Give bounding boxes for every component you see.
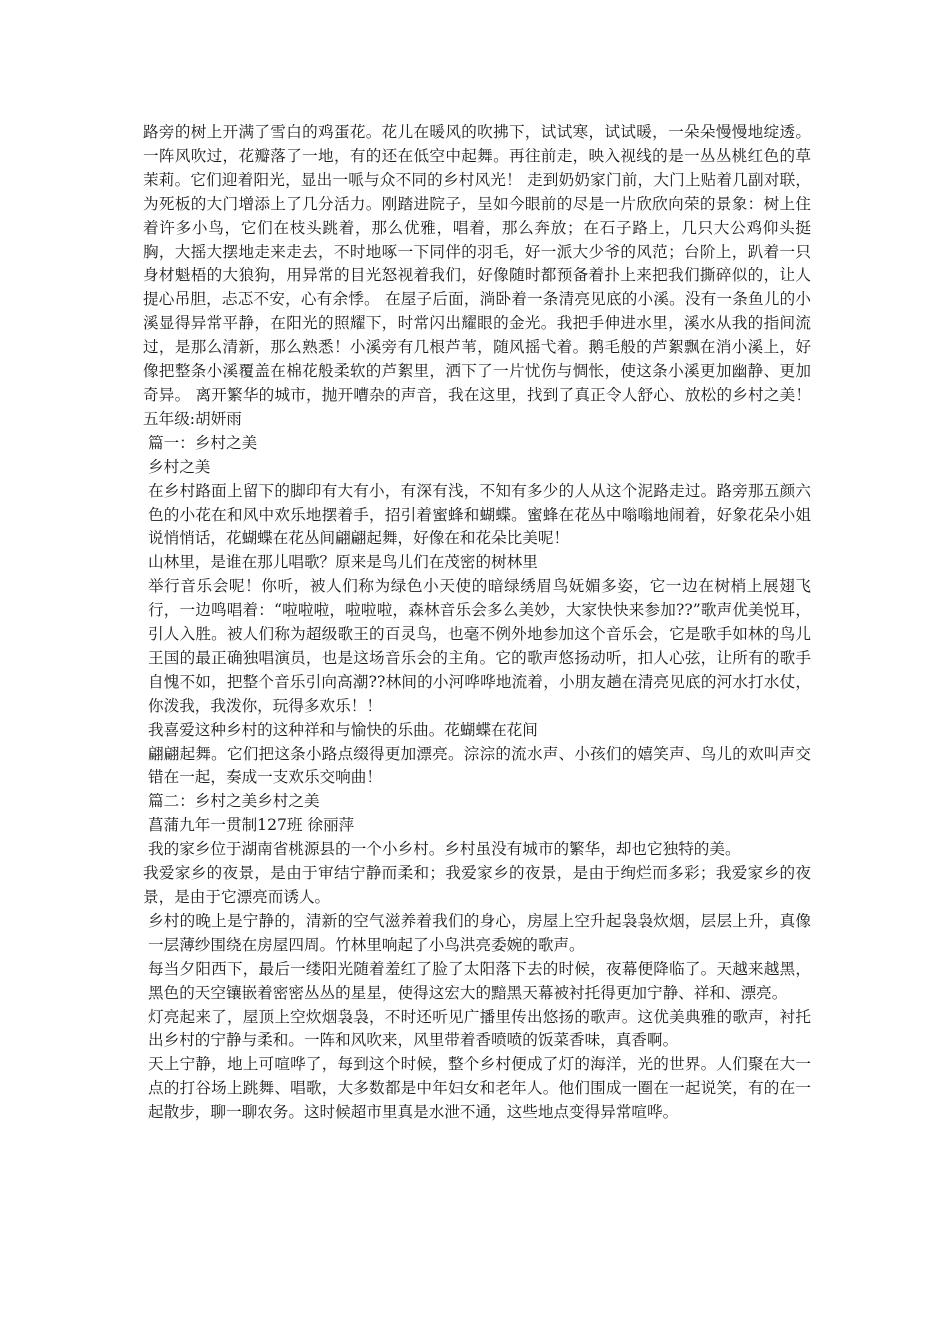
author-line: 菖蒲九年一贯制127班 徐丽萍 (148, 816, 355, 835)
paragraph: 我的家乡位于湖南省桃源县的一个小乡村。乡村虽没有城市的繁华，却也它独特的美。 (148, 840, 741, 859)
paragraph: 每当夕阳西下，最后一缕阳光随着羞红了脸了太阳落下去的时候，夜幕便降临了。天越来越黑，黑色的天空镶嵌着密密丛丛的星星，使得这宏大的黯黑天幕被衬托得更加宁静、祥和、漂亮。 (148, 959, 811, 1002)
paragraph: 翩翩起舞。它们把这条小路点缀得更加漂亮。淙淙的流水声、小孩们的嬉笑声、鸟儿的欢叫声交错在一起，奏成一支欢乐交响曲！ (148, 744, 811, 787)
document-body (143, 121, 811, 1125)
paragraph: 我喜爱这种乡村的这种祥和与愉快的乐曲。花蝴蝶在花间 (148, 720, 538, 739)
section-heading-2: 篇二：乡村之美乡村之美 (148, 792, 320, 811)
paragraph: 灯亮起来了，屋顶上空炊烟袅袅，不时还听见广播里传出悠扬的歌声。这优美典雅的歌声，衬托出乡村的宁静与柔和。一阵和风吹来，风里带着香喷喷的饭菜香味，真香啊。 (148, 1007, 811, 1050)
paragraph-intro: 路旁的树上开满了雪白的鸡蛋花。花儿在暖风的吹拂下，试试寒，试试暖，一朵朵慢慢地绽透。一阵风吹过，花瓣落了一地，有的还在低空中起舞。再往前走，映入视线的是一丛丛桃红色的草茉莉。它们迎着阳光，显出一哌与众不同的乡村风光！ 走到奶奶家门前，大门上贴着几副对联，为死板的大门增添上了几分活力。刚踏进院子，呈如今眼前的尽是一片欣欣向荣的景象：树上住着许多小鸟，它们在枝头跳着，那么优雅，唱着，那么奔放；在石子路上，几只大公鸡仰头挺胸，大摇大摆地走来走去，不时地啄一下同伴的羽毛，好一派大少爷的风范；台阶上，趴着一只身材魁梧的大狼狗，用异常的目光怒视着我们，好像随时都预备着扑上来把我们撕碎似的，让人提心吊胆，忐忑不安，心有余悸。 在屋子后面，淌卧着一条清亮见底的小溪。没有一条鱼儿的小溪显得异常平静，在阳光的照耀下，时常闪出耀眼的金光。我把手伸进水里，溪水从我的指间流过，是那么清新，那么熟悉！小溪旁有几根芦苇，随风摇弋着。鹅毛般的芦絮飘在消小溪上，好像把整条小溪覆盖在棉花般柔软的芦絮里，洒下了一片忧伤与惆怅，使这条小溪更加幽静、更加奇异。 离开繁华的城市，抛开嘈杂的声音，我在这里，找到了真正令人舒心、放松的乡村之美！五年级:胡妍雨 (143, 123, 811, 428)
paragraph: 在乡村路面上留下的脚印有大有小，有深有浅，不知有多少的人从这个泥路走过。路旁那五颜六色的小花在和风中欢乐地摆着手，招引着蜜蜂和蝴蝶。蜜蜂在花丛中嗡嗡地闹着，好象花朵小姐说悄悄话，花蝴蝶在花丛间翩翩起舞，好像在和花朵比美呢！ (148, 481, 811, 548)
section-title-1: 乡村之美 (148, 457, 211, 476)
section-heading-1: 篇一：乡村之美 (148, 433, 258, 452)
paragraph: 天上宁静，地上可喧哗了，每到这个时候，整个乡村便成了灯的海洋，光的世界。人们聚在大一点的打谷场上跳舞、唱歌，大多数都是中年妇女和老年人。他们围成一圈在一起说笑，有的在一起散步，聊一聊农务。这时候超市里真是水泄不通，这些地点变得异常喧哗。 (148, 1055, 811, 1122)
paragraph: 乡村的晚上是宁静的，清新的空气滋养着我们的身心，房屋上空升起袅袅炊烟，层层上升，真像一层薄纱围绕在房屋四周。竹林里响起了小鸟洪亮委婉的歌声。 (148, 911, 811, 954)
paragraph: 我爱家乡的夜景，是由于审结宁静而柔和；我爱家乡的夜景，是由于绚烂而多彩；我爱家乡的夜景，是由于它漂亮而诱人。 (143, 864, 811, 906)
paragraph: 举行音乐会呢！你听，被人们称为绿色小天使的暗绿绣眉鸟妩媚多姿，它一边在树梢上展翅飞行，一边鸣唱着：“啦啦啦，啦啦啦，森林音乐会多么美妙，大家快快来参加??”歌声优美悦耳，引人入胜。被人们称为超级歌王的百灵鸟，也毫不例外地参加这个音乐会，它是歌手如林的鸟儿王国的最正确独唱演员，也是这场音乐会的主角。它的歌声悠扬动听，扣人心弦，让所有的歌手自愧不如，把整个音乐引向高潮??林间的小河哗哗地流着，小朋友趟在清亮见底的河水打水仗，你泼我，我泼你，玩得多欢乐！！ (148, 577, 811, 715)
paragraph: 山林里，是谁在那儿唱歌？原来是鸟儿们在茂密的树林里 (148, 553, 538, 572)
